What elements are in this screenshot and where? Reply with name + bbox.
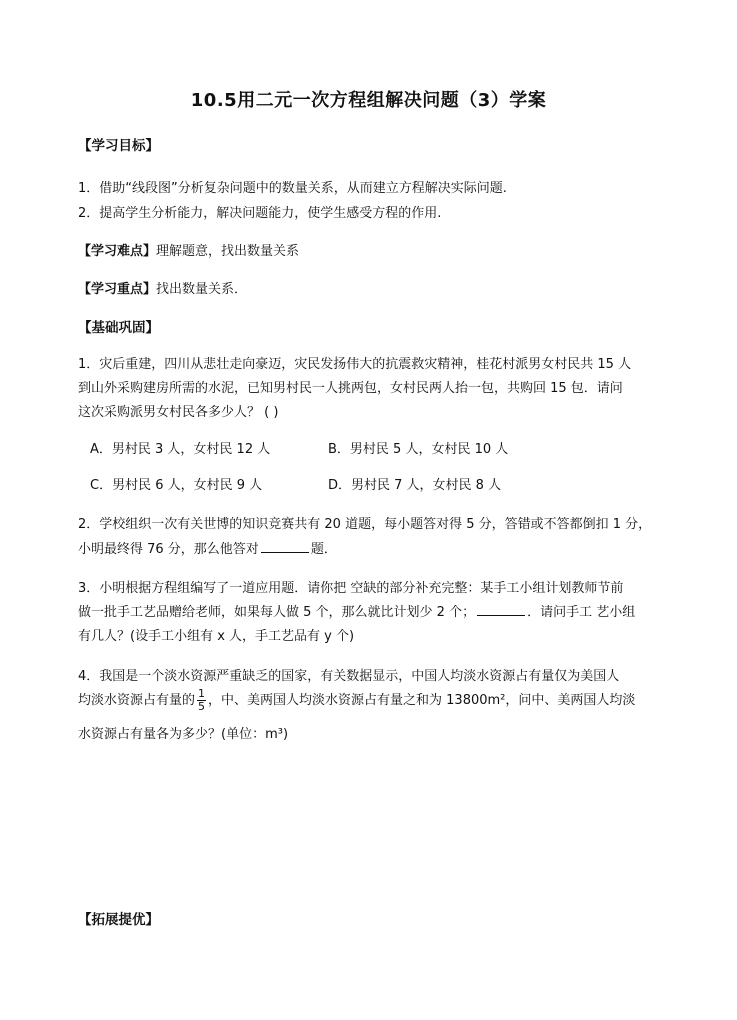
q1-option-b: B．男村民 5 人，女村民 10 人 [328, 442, 509, 457]
fraction-denominator: 5 [198, 700, 206, 713]
fraction-numerator: 1 [198, 687, 206, 700]
basic-heading: 【基础巩固】 [78, 320, 159, 336]
q1-option-a: A．男村民 3 人，女村民 12 人 [90, 442, 271, 457]
q1-option-c: C．男村民 6 人，女村民 9 人 [90, 478, 263, 493]
q4-line-3: 水资源占有量各为多少？(单位：m³) [78, 727, 289, 742]
q4-line-1: 4．我国是一个淡水资源严重缺乏的国家，有关数据显示，中国人均淡水资源占有量仅为美国人 [78, 669, 620, 684]
q1-line-2: 到山外采购建房所需的水泥，已知男村民一人挑两包，女村民两人抬一包，共购回 15 包．请问 [78, 381, 623, 396]
q3-line-3: 有几人？(设手工小组有 x 人，手工艺品有 y 个) [78, 629, 355, 644]
goal-item-2: 2．提高学生分析能力，解决问题能力，使学生感受方程的作用. [78, 206, 442, 221]
q4-line-2-pre: 均淡水资源占有量的 [78, 693, 196, 708]
page-title: 10.5用二元一次方程组解决问题（3）学案 [190, 90, 547, 111]
q3-line-2 [78, 601, 678, 620]
q2-line-2 [78, 538, 678, 557]
q3-answer-blank[interactable] [477, 603, 525, 616]
q2-line-2-pre: 小明最终得 76 分，那么他答对 [78, 542, 259, 557]
goal-item-1: 1．借助“线段图”分析复杂问题中的数量关系，从而建立方程解决实际问题. [78, 181, 507, 196]
difficulty-text: 理解题意，找出数量关系 [156, 244, 300, 259]
fraction-one-fifth [197, 688, 206, 713]
q1-line-3: 这次采购派男女村民各多少人？ ( ) [78, 405, 279, 420]
q2-line-1: 2．学校组织一次有关世博的知识竞赛共有 20 道题，每小题答对得 5 分，答错或不答都倒扣 1 分， [78, 517, 652, 532]
key-heading: 【学习重点】 [78, 282, 157, 297]
q4-line-2-post: ，中、美两国人均淡水资源占有量之和为 13800m²，问中、美两国人均淡 [208, 693, 636, 708]
difficulty-heading: 【学习难点】 [78, 244, 157, 259]
q1-line-1: 1．灾后重建，四川从悲壮走向豪迈，灾民发扬伟大的抗震救灾精神，桂花村派男女村民共 15 人 [78, 357, 632, 372]
key-row [78, 278, 678, 297]
q1-option-d: D．男村民 7 人，女村民 8 人 [328, 478, 502, 493]
q3-line-1: 3．小明根据方程组编写了一道应用题．请你把 空缺的部分补充完整：某手工小组计划教师节前 [78, 581, 624, 596]
q4-line-2 [78, 688, 678, 713]
goals-heading: 【学习目标】 [78, 138, 159, 154]
q2-answer-blank[interactable] [261, 540, 309, 553]
key-text: 找出数量关系． [156, 282, 248, 297]
q3-line-2-pre: 做一批手工艺品赠给老师，如果每人做 5 个，那么就比计划少 2 个； [78, 605, 476, 620]
q3-line-2-post: ．请问手工 艺小组 [527, 605, 636, 620]
difficulty-row [78, 240, 678, 259]
q2-line-2-post: 题． [310, 542, 337, 557]
extension-heading: 【拓展提优】 [78, 912, 159, 928]
